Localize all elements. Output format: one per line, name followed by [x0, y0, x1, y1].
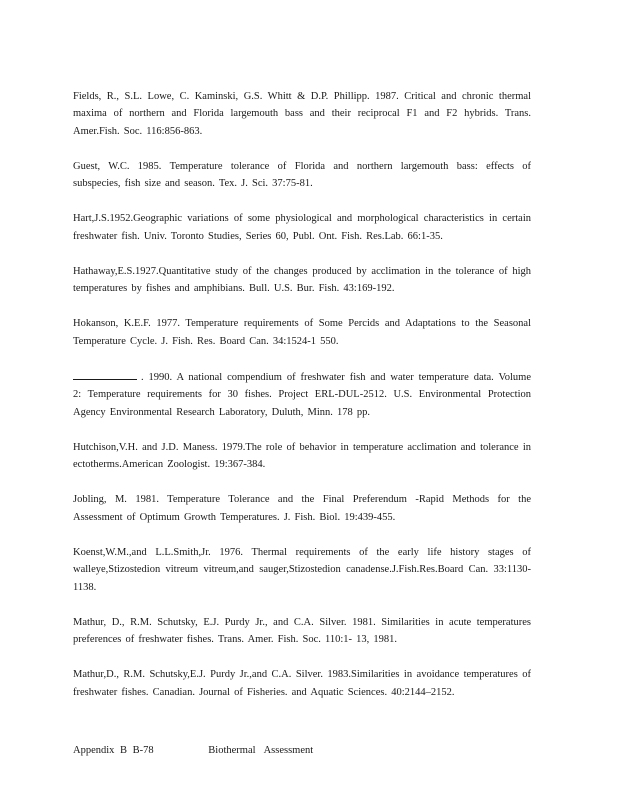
reference-entry: Hathaway,E.S.1927.Quantitative study of the changes produced by acclimation in the tolerance of high temperatures by fishes and amphibians. Bull. U.S. Bur. Fish. 43:169-192.: [73, 265, 531, 295]
author-ditto-line: [73, 368, 137, 380]
reference-entry: Mathur,D., R.M. Schutsky,E.J. Purdy Jr.,and C.A. Silver. 1983.Similarities in avoidance temperatures of freshwater fishes. Canadian. Journal of Fisheries. and Aquatic Sciences. 40:2144–2152.: [73, 669, 531, 698]
footer-page-label: Appendix B B-78: [73, 745, 154, 756]
footer-title: Biothermal Assessment: [208, 745, 314, 756]
reference-entry-ditto: [73, 368, 531, 421]
reference-entry: Hart,J.S.1952.Geographic variations of some physiological and morphological characteristics in certain freshwater fish. Univ. Toronto Studies, Series 60, Publ. Ont. Fish. Res.Lab. 66:1-35.: [73, 213, 531, 242]
reference-entry: Guest, W.C. 1985. Temperature tolerance of Florida and northern largemouth bass: effects of subspecies, fish size and season. Tex. J. Sci. 37:75-81.: [73, 160, 531, 190]
reference-entry: Koenst,W.M.,and L.L.Smith,Jr. 1976. Thermal requirements of the early life history stages of walleye,Stizostedion vitreum vitreum,and sauger,Stizostedion canadense.J.Fish.Res.Board Can. 33:1130-1138.: [73, 546, 531, 593]
page-footer: [73, 744, 313, 758]
reference-entry-text: . 1990. A national compendium of freshwater fish and water temperature data. Volume 2: Temperature requirements for 30 fishes. Project ERL-DUL-2512. U.S. Environmental Protection Agency Environmental Research Laboratory, Duluth, Minn. 178 pp.: [73, 371, 531, 418]
reference-entry: Mathur, D., R.M. Schutsky, E.J. Purdy Jr., and C.A. Silver. 1981. Similarities in acute temperatures preferences of freshwater fishes. Trans. Amer. Fish. Soc. 110:1- 13, 1981.: [73, 616, 531, 646]
reference-entry: Hutchison,V.H. and J.D. Maness. 1979.The role of behavior in temperature acclimation and tolerance in ectotherms.American Zoologist. 19:367-384.: [73, 441, 531, 471]
reference-list: [73, 88, 531, 719]
reference-entry: Fields, R., S.L. Lowe, C. Kaminski, G.S. Whitt & D.P. Phillipp. 1987. Critical and chronic thermal maxima of northern and Florida largemouth bass and their reciprocal F1 and F2 hybrids. Trans. Amer.Fish. Soc. 116:856-863.: [73, 91, 531, 137]
reference-entry: Jobling, M. 1981. Temperature Tolerance and the Final Preferendum -Rapid Methods for the Assessment of Optimum Growth Temperatures. J. Fish. Biol. 19:439-455.: [73, 494, 531, 523]
reference-entry: Hokanson, K.E.F. 1977. Temperature requirements of Some Percids and Adaptations to the Seasonal Temperature Cycle. J. Fish. Res. Board Can. 34:1524-1 550.: [73, 318, 531, 347]
